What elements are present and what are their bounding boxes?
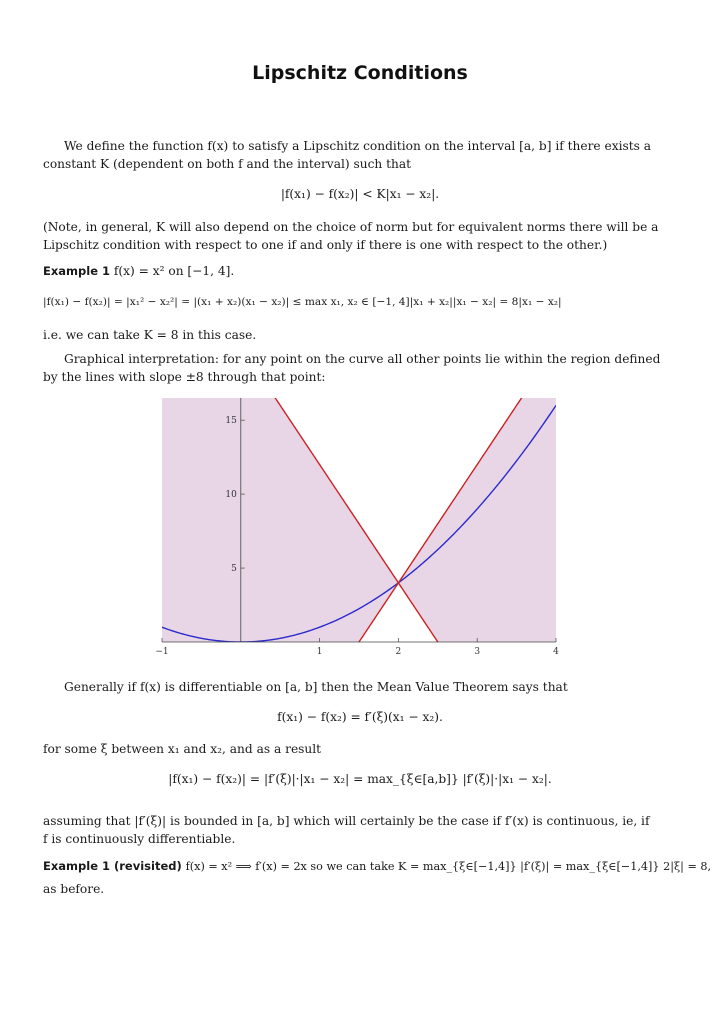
graphical-line-2: by the lines with slope ±8 through that point: xyxy=(43,370,326,384)
equation-mvt: f(x₁) − f(x₂) = f′(ξ)(x₁ − x₂). xyxy=(277,710,443,724)
example-1-label: Example 1 xyxy=(43,264,110,278)
x-tick-label: 4 xyxy=(553,647,559,656)
x-tick-label: 3 xyxy=(474,647,481,656)
as-before: as before. xyxy=(43,882,105,896)
intro-line-2: constant K (dependent on both f and the interval) such that xyxy=(43,157,412,171)
example-1-revisited-text: f(x) = x² ⟹ f′(x) = 2x so we can take K = max_{ξ∈[−1,4]} |f′(ξ)| = max_{ξ∈[−1,4]} 2|ξ| = 8, xyxy=(185,860,712,873)
note-line-2: Lipschitz condition with respect to one if and only if there is one with respect to the other.) xyxy=(43,238,608,252)
equation-lipschitz: |f(x₁) − f(x₂)| < K|x₁ − x₂|. xyxy=(280,187,440,201)
example-1-text: f(x) = x² on [−1, 4]. xyxy=(113,264,235,278)
mvt-line: Generally if f(x) is differentiable on [a, b] then the Mean Value Theorem says that xyxy=(64,680,568,694)
lipschitz-chart xyxy=(150,394,570,656)
intro-line-1: We define the function f(x) to satisfy a Lipschitz condition on the interval [a, b] if there exists a xyxy=(64,139,652,153)
assuming-line-2: f is continuously differentiable. xyxy=(43,832,236,846)
x-tick-label: 2 xyxy=(395,647,402,656)
example-1-revisited-label: Example 1 (revisited) xyxy=(43,859,182,873)
assuming-line-1: assuming that |f′(ξ)| is bounded in [a, b] which will certainly be the case if f′(x) is continuous, ie, if xyxy=(43,814,650,828)
x-tick-label: −1 xyxy=(155,647,169,656)
y-tick-label: 15 xyxy=(225,416,237,427)
note-line-1: (Note, in general, K will also depend on the choice of norm but for equivalent norms there will be a xyxy=(43,220,659,234)
y-tick-label: 5 xyxy=(231,564,237,575)
chart-svg xyxy=(150,394,570,656)
graphical-line-1: Graphical interpretation: for any point on the curve all other points lie within the region defined xyxy=(64,352,661,366)
page-title: Lipschitz Conditions xyxy=(252,62,468,84)
example-1 xyxy=(43,262,679,281)
region-right xyxy=(398,398,556,642)
x-tick-label: 1 xyxy=(316,647,323,656)
region-left xyxy=(162,398,398,642)
some-xi-line: for some ξ between x₁ and x₂, and as a result xyxy=(43,742,322,756)
equation-bound: |f(x₁) − f(x₂)| = |f′(ξ)|·|x₁ − x₂| = max_{ξ∈[a,b]} |f′(ξ)|·|x₁ − x₂|. xyxy=(168,772,552,786)
ie-line: i.e. we can take K = 8 in this case. xyxy=(43,328,257,342)
y-tick-label: 10 xyxy=(225,490,237,501)
example-1-revisited xyxy=(43,857,712,877)
example-1-equation: |f(x₁) − f(x₂)| = |x₁² − x₂²| = |(x₁ + x₂)(x₁ − x₂)| ≤ max x₁, x₂ ∈ [−1, 4]|x₁ + x₂||x₁ − x₂| = 8|x₁ − x₂| xyxy=(43,296,562,308)
region-group xyxy=(162,394,556,656)
